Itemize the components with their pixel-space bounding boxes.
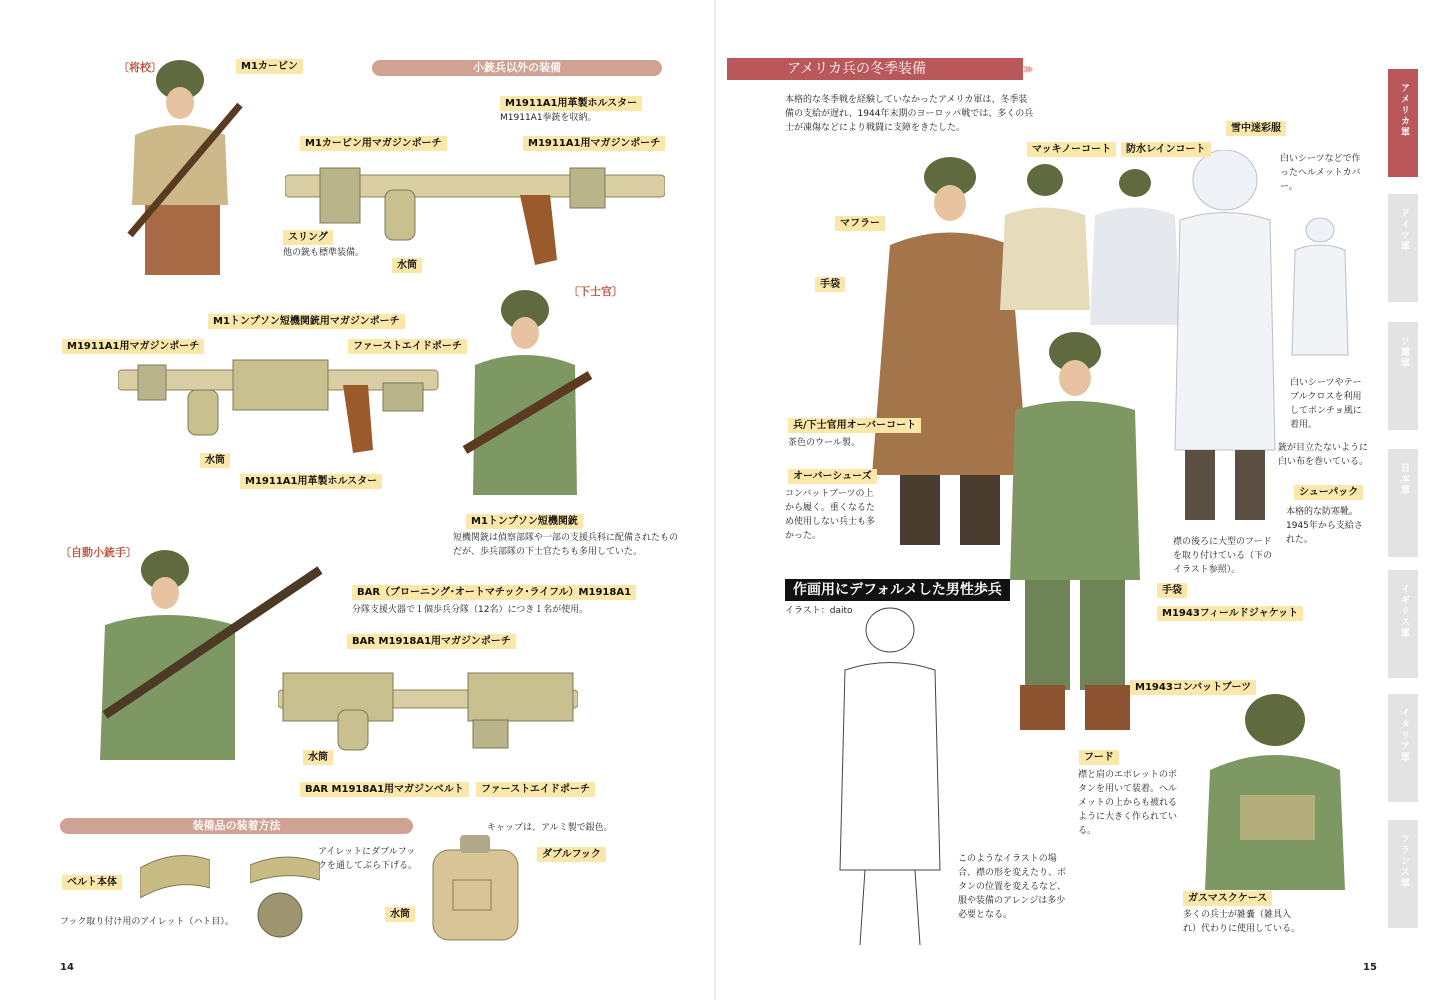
sling-desc: 他の銃も標準装備。 — [283, 248, 365, 258]
role-officer: 〔将校〕 — [118, 61, 162, 74]
eyelet-desc: フック取り付け用のアイレット（ハト目）。 — [60, 917, 234, 927]
raincoat-soldier-illustration — [1090, 165, 1180, 330]
hook-illustration — [250, 855, 320, 940]
tab-french-army[interactable]: フランス軍 — [1388, 820, 1418, 928]
label-m1-carbine: M1カービン — [236, 59, 303, 74]
overcoat-desc: 茶色のウール製。 — [788, 438, 860, 448]
banner-title: アメリカ兵の冬季装備 — [727, 58, 1023, 80]
canteen-illustration — [425, 830, 525, 945]
section-other-equipment: 小銃兵以外の装備 — [372, 60, 662, 76]
label-overcoat: 兵/下士官用オーバーコート — [788, 418, 921, 433]
officer-illustration — [110, 55, 250, 280]
label-combat-boots: M1943コンバットブーツ — [1130, 680, 1256, 695]
label-double-hook: ダブルフック — [537, 847, 606, 862]
label-canteen-b: 水筒 — [200, 453, 230, 468]
field-jacket-soldier-illustration — [1000, 330, 1150, 740]
label-bar-belt: BAR M1918A1用マガジンベルト — [300, 782, 469, 797]
label-mackinaw: マッキノーコート — [1027, 142, 1116, 157]
deformed-title: 作画用にデフォルメした男性歩兵 — [785, 579, 1010, 601]
label-belt-body: ベルト本体 — [62, 875, 122, 890]
label-sling: スリング — [283, 230, 333, 245]
role-nco: 〔下士官〕 — [568, 285, 623, 298]
intro-text: 本格的な冬季戦を経験していなかったアメリカ軍は、冬季装備の支給が遅れ、1944年末期のヨーロッパ戦では、多くの兵士が凍傷などにより戦闘に支障をきたした。 — [785, 95, 1034, 133]
poncho-desc: 白いシーツやテーブルクロスを利用してポンチョ風に着用。 — [1290, 378, 1362, 430]
label-gasmask: ガスマスクケース — [1183, 891, 1272, 906]
page-number-right: 15 — [1363, 962, 1377, 973]
helmet-cover-desc: 白いシーツなどで作ったヘルメットカバー。 — [1280, 154, 1361, 192]
illustrator-credit: イラスト：daito — [785, 606, 853, 616]
label-holster: M1911A1用革製ホルスター — [500, 96, 642, 111]
gun-cloth-desc: 銃が目立たないように白い布を巻いている。 — [1278, 443, 1369, 467]
label-overshoes: オーバーシューズ — [788, 469, 877, 484]
role-auto-rifleman: 〔自動小銃手〕 — [60, 546, 137, 559]
label-hood: フード — [1079, 750, 1119, 765]
label-first-aid-a: ファーストエイドポーチ — [348, 339, 467, 354]
label-bar: BAR（ブローニング･オートマチック･ライフル）M1918A1 — [352, 585, 636, 600]
deformed-soldier-sketch — [835, 600, 945, 955]
tab-japanese-army[interactable]: 日本軍 — [1388, 449, 1418, 557]
holster-desc: M1911A1拳銃を収納。 — [500, 113, 597, 123]
label-holster-b: M1911A1用革製ホルスター — [240, 474, 382, 489]
hood-desc: 襟と肩のエポレットのボタンを用いて装着。ヘルメットの上からも被れるように大きく作られている。 — [1078, 770, 1178, 836]
section-how-to-wear: 装備品の装着方法 — [60, 818, 413, 834]
label-bar-pouch: BAR M1918A1用マガジンポーチ — [347, 634, 516, 649]
tab-italian-army[interactable]: イタリア軍 — [1388, 694, 1418, 802]
label-gloves-b: 手袋 — [1157, 583, 1187, 598]
tab-soviet-army[interactable]: ソ連軍 — [1388, 322, 1418, 430]
double-hook-desc: アイレットにダブルフックを通してぶら下げる。 — [318, 847, 418, 871]
label-muffler: マフラー — [835, 216, 885, 231]
page-number-left: 14 — [60, 962, 74, 973]
label-m1911-pouch-a: M1911A1用マガジンポーチ — [523, 136, 665, 151]
snow-camo-soldier-illustration — [1170, 150, 1280, 540]
tab-british-army[interactable]: イギリス軍 — [1388, 570, 1418, 678]
label-thompson: M1トンプソン短機関銃 — [466, 514, 583, 529]
label-thompson-pouch: M1トンプソン短機関銃用マガジンポーチ — [208, 314, 405, 329]
label-carbine-pouch: M1カービン用マガジンポーチ — [300, 136, 447, 151]
overshoes-desc: コンバットブーツの上から履く。重くなるため使用しない兵士も多かった。 — [785, 489, 876, 541]
label-gloves-a: 手袋 — [815, 277, 845, 292]
label-canteen-d: 水筒 — [385, 907, 415, 922]
label-canteen-c: 水筒 — [303, 750, 333, 765]
bar-belt-illustration — [278, 665, 578, 755]
cap-desc: キャップは、アルミ製で銀色。 — [487, 823, 613, 833]
hood-attach-desc: 襟の後ろに大型のフードを取り付けている（下のイラスト参照）。 — [1173, 537, 1273, 575]
page-gutter — [714, 0, 716, 1000]
gasmask-desc: 多くの兵士が雑嚢（雑具入れ）代わりに使用している。 — [1183, 910, 1301, 934]
shoepac-desc: 本格的な防寒靴。1945年から支給された。 — [1286, 507, 1363, 545]
label-first-aid-b: ファーストエイドポーチ — [476, 782, 595, 797]
nco-illustration — [455, 285, 595, 515]
tab-us-army[interactable]: アメリカ軍 — [1388, 69, 1418, 177]
label-shoepac: シューパック — [1294, 485, 1363, 500]
deformed-desc: このようなイラストの場合、襟の形を変えたり、ボタンの位置を変えるなど、服や装備のアレンジは多少必要となる。 — [958, 854, 1067, 920]
bar-desc: 分隊支援火器で１個歩兵分隊（12名）につき１名が使用。 — [352, 605, 589, 615]
mackinaw-soldier-illustration — [1000, 160, 1095, 320]
hood-back-illustration — [1200, 690, 1350, 920]
tab-german-army[interactable]: ドイツ軍 — [1388, 194, 1418, 302]
label-field-jacket: M1943フィールドジャケット — [1157, 606, 1303, 621]
label-m1911-pouch-b: M1911A1用マガジンポーチ — [62, 339, 204, 354]
belt-set-b-illustration — [118, 355, 448, 460]
poncho-soldier-illustration — [1290, 215, 1350, 365]
label-snow-camo: 雪中迷彩服 — [1226, 121, 1286, 136]
label-canteen-a: 水筒 — [392, 258, 422, 273]
belt-body-illustration — [140, 848, 210, 908]
label-raincoat: 防水レインコート — [1121, 142, 1211, 157]
banner-chevrons-icon: ››› — [1022, 59, 1030, 78]
thompson-desc: 短機関銃は偵察部隊や一部の支援兵科に配備されたものだが、歩兵部隊の下士官たちも多用していた。 — [453, 533, 679, 557]
